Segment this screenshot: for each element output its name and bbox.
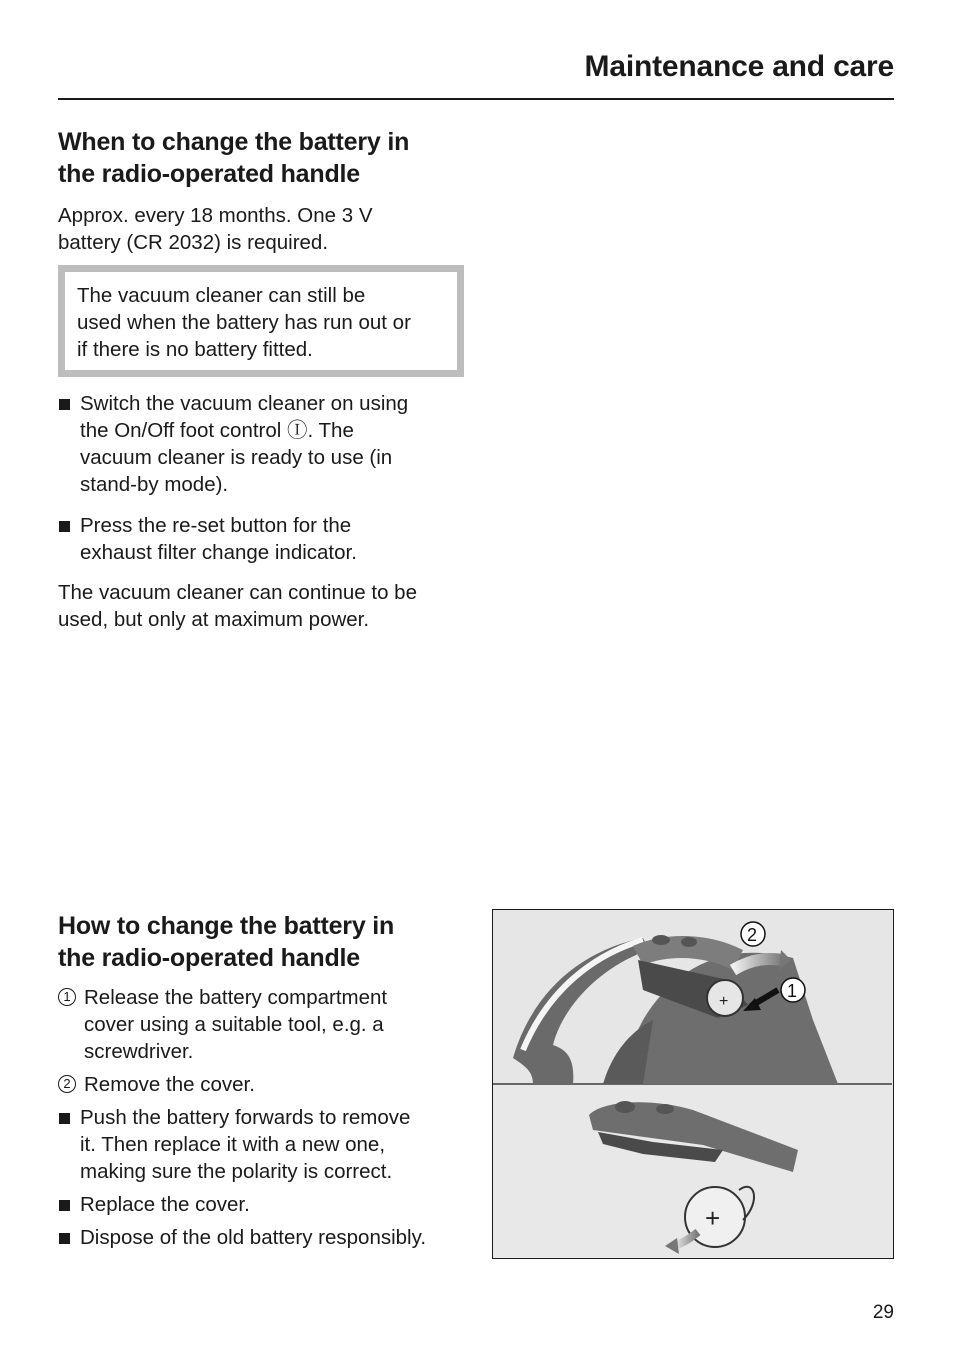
bullet-square-icon [58,1224,80,1251]
svg-text:1: 1 [787,981,798,1001]
battery-compartment-illustration [492,909,894,1259]
handle-illustration-icon [493,910,892,1257]
svg-text:+: + [705,1203,721,1233]
step-item: 2 Remove the cover. [58,1071,468,1098]
list-item: Replace the cover. [58,1191,468,1218]
section-when-to-change [58,126,468,256]
bullet-list [58,390,468,633]
step-number-badge: 1 [58,988,76,1006]
section-how-to-change [58,910,468,1251]
header-divider [58,98,894,100]
info-note-box [58,265,464,377]
list-item: Press the re-set button for the exhaust filter change indicator. [58,512,468,566]
bullet-square-icon [58,1104,80,1185]
outro-text: The vacuum cleaner can continue to be used, but only at maximum power. [58,581,417,631]
svg-text:2: 2 [747,925,758,945]
svg-text:+: + [719,993,729,1010]
intro-text: Approx. every 18 months. One 3 V battery (CR 2032) is required. [58,204,373,254]
section-heading: How to change the battery in the radio-operated handle [58,912,395,972]
page-number: 29 [872,1302,894,1323]
step-number-badge: 2 [58,1075,76,1093]
bullet-square-icon [58,1191,80,1218]
list-item: Push the battery forwards to remove it. Then replace it with a new one, making sure the polarity is correct. [58,1104,468,1185]
section-heading: When to change the battery in the radio-operated handle [58,128,410,188]
bullet-square-icon [58,390,80,498]
list-item: Switch the vacuum cleaner on using the On/Off foot control Ⓘ. The vacuum cleaner is ready to use (in stand-by mode). [58,390,468,498]
page-title: Maintenance and care [584,50,894,83]
step-item: 1 Release the battery compartment cover using a suitable tool, e.g. a screwdriver. [58,984,468,1065]
list-item: Dispose of the old battery responsibly. [58,1224,468,1251]
note-text: The vacuum cleaner can still be used when the battery has run out or if there is no battery fitted. [77,284,411,361]
bullet-square-icon [58,512,80,566]
